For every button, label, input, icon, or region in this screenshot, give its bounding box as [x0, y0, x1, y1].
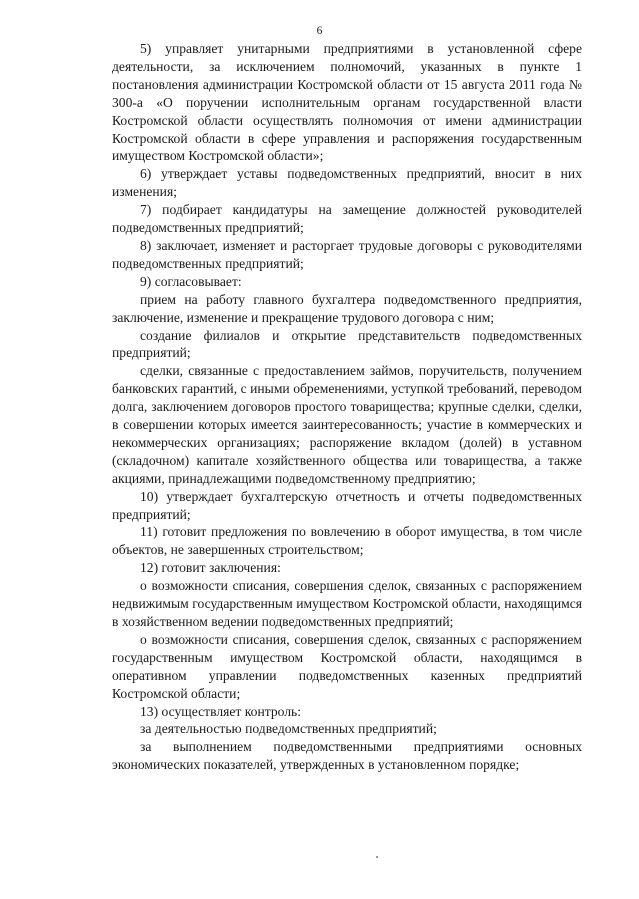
paragraph-item-9: 9) согласовывает: — [140, 273, 242, 289]
paragraph-item-5: 5) управляет унитарными предприятиями в установленной сфере деятельности, за исключением полномочий, указанных в пункте 1 постановления администрации Костромской области от 15 августа 2011 года № 300-а «О поручении исполнительным органам государственной власти Костромской области осуществлять полномочия от имени администрации Костромской области в сфере управления и распоряжения государственным имуществом Костромской области»; — [112, 41, 582, 164]
paragraph-approval-branches: создание филиалов и открытие представительств подведомственных предприятий; — [112, 327, 582, 361]
scan-speck — [376, 856, 378, 858]
paragraph-control-activity: за деятельностью подведомственных предприятий; — [140, 721, 437, 737]
paragraph-item-6: 6) утверждает уставы подведомственных предприятий, вносит в них изменения; — [112, 166, 582, 200]
document-body — [112, 40, 582, 774]
paragraph-control-indicators: за выполнением подведомственными предприятиями основных экономических показателей, утвержденных в установленном порядке; — [112, 739, 582, 773]
paragraph-item-8: 8) заключает, изменяет и расторгает трудовые договоры с руководителями подведомственных предприятий; — [112, 237, 582, 271]
paragraph-conclusion-real-estate: о возможности списания, совершения сделок, связанных с распоряжением недвижимым государственным имуществом Костромской области, находящимся в хозяйственном ведении подведомственных предприятий; — [112, 578, 582, 629]
paragraph-item-12: 12) готовит заключения: — [140, 560, 281, 576]
paragraph-approval-transactions: сделки, связанные с предоставлением займов, поручительств, получением банковских гарантий, с иными обременениями, уступкой требований, переводом долга, заключением договоров простого товарищества; крупные сделки, сделки, в совершении которых имеется заинтересованность; участие в коммерческих и некоммерческих организациях; распоряжение вкладом (долей) в уставном (складочном) капитале хозяйственного общества или товарищества, а также акциями, принадлежащими подведомственному предприятию; — [112, 363, 582, 486]
paragraph-approval-chief-accountant: прием на работу главного бухгалтера подведомственного предприятия, заключение, изменение и прекращение трудового договора с ним; — [112, 291, 582, 325]
page-number: 6 — [316, 25, 323, 37]
paragraph-item-11: 11) готовит предложения по вовлечению в оборот имущества, в том числе объектов, не завершенных строительством; — [112, 524, 582, 558]
paragraph-item-10: 10) утверждает бухгалтерскую отчетность и отчеты подведомственных предприятий; — [112, 488, 582, 522]
paragraph-item-7: 7) подбирает кандидатуры на замещение должностей руководителей подведомственных предприятий; — [112, 202, 582, 236]
paragraph-item-13: 13) осуществляет контроль: — [140, 703, 302, 719]
paragraph-conclusion-operational: о возможности списания, совершения сделок, связанных с распоряжением государственным имуществом Костромской области, находящимся в оперативном управлении подведомственных казенных предприятий Костромской области; — [112, 631, 582, 701]
